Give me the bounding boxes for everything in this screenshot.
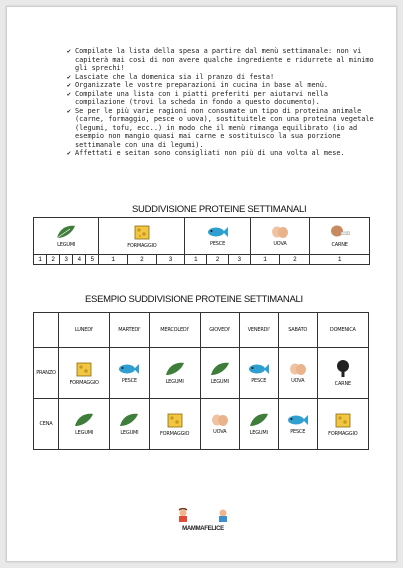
document-page [6, 6, 397, 562]
checkmark-icon: ✔ [67, 72, 71, 81]
day-header: MERCOLEDI' [149, 313, 200, 348]
weekly-protein-table [33, 217, 370, 265]
table1-cell-legumi: LEGUMI [34, 218, 99, 255]
cheese-icon [166, 411, 184, 429]
tip-item: ✔ Se per le più varie ragioni non consumate un tipo di proteina animale (carne, formaggio, pesce o uova), sostituitele con una proteina vegetale (legumi, tofu, ecc..) in modo che il menù rimanga equilibrato (io ad esempio non mangio quasi mai carne e sostituisco la sua porzione settimanale con una di legumi). [67, 106, 374, 149]
count-cell: 2 [47, 255, 60, 265]
menu-cell: PESCE [239, 348, 278, 399]
checkmark-icon: ✔ [67, 47, 71, 55]
menu-row-cena [34, 399, 369, 450]
count-cell: 3 [156, 255, 185, 265]
day-header: MARTEDI' [110, 313, 149, 348]
logo-text: MAMMAFELICE [182, 526, 224, 532]
meal-label: CENA [34, 399, 59, 450]
corner-cell [34, 313, 59, 348]
menu-cell: UOVA [200, 399, 239, 450]
fish-icon [248, 362, 270, 376]
menu-cell: LEGUMI [200, 348, 239, 399]
meal-label: PRANZO [34, 348, 59, 399]
cheese-icon [133, 223, 151, 241]
fish-icon [118, 362, 140, 376]
checkmark-icon: ✔ [67, 149, 71, 157]
checkmark-icon: ✔ [67, 106, 71, 115]
leaf-icon [164, 361, 186, 377]
day-header: VENERDI' [239, 313, 278, 348]
menu-cell: LEGUMI [110, 399, 149, 450]
table1-count-row [34, 255, 370, 265]
tip-item: ✔ Compilate una lista con i piatti preferiti per aiutarvi nella compilazione (trovi la scheda in fondo a questo documento). [67, 89, 329, 106]
fish-icon [207, 225, 229, 239]
count-cell: 5 [86, 255, 99, 265]
menu-cell: CARNE [317, 348, 368, 399]
day-header: SABATO [278, 313, 317, 348]
table1-cell-pesce: PESCE [185, 218, 250, 255]
weekly-menu-example-table [33, 312, 369, 450]
cheese-icon [75, 360, 93, 378]
leaf-icon [248, 412, 270, 428]
menu-cell: LEGUMI [239, 399, 278, 450]
count-cell: 3 [60, 255, 73, 265]
tips-list [67, 47, 379, 158]
table1-icon-row [34, 218, 370, 255]
checkmark-icon: ✔ [67, 81, 71, 89]
count-cell: 1 [310, 255, 370, 265]
leaf-icon [55, 224, 77, 240]
mammafelice-logo [173, 507, 233, 533]
menu-cell: PESCE [278, 399, 317, 450]
meat-icon [330, 224, 350, 240]
leaf-icon [73, 412, 95, 428]
count-cell: 4 [73, 255, 86, 265]
menu-cell: LEGUMI [59, 399, 110, 450]
eggs-icon [210, 413, 230, 427]
count-cell: 1 [99, 255, 128, 265]
leaf-icon [118, 412, 140, 428]
day-header: GIOVEDI' [200, 313, 239, 348]
fish-icon [287, 413, 309, 427]
menu-cell: FORMAGGIO [59, 348, 110, 399]
menu-row-pranzo [34, 348, 369, 399]
table2-title: ESEMPIO SUDDIVISIONE PROTEINE SETTIMANALI [85, 294, 303, 305]
count-cell: 2 [207, 255, 229, 265]
count-cell: 1 [185, 255, 207, 265]
checkmark-icon: ✔ [67, 89, 71, 98]
menu-cell: LEGUMI [149, 348, 200, 399]
menu-cell: PESCE [110, 348, 149, 399]
tip-item: ✔ Lasciate che la domenica sia il pranzo di festa! [67, 72, 275, 81]
days-header-row [34, 313, 369, 348]
day-header: LUNEDI' [59, 313, 110, 348]
table1-cell-uova: UOVA [250, 218, 310, 255]
table1-cell-carne: CARNE [310, 218, 370, 255]
kids-illustration-icon [173, 508, 233, 522]
day-header: DOMENICA [317, 313, 368, 348]
tip-item: ✔ Organizzate le vostre preparazioni in cucina in base al menù. [67, 81, 329, 89]
menu-cell: UOVA [278, 348, 317, 399]
count-cell: 2 [128, 255, 157, 265]
count-cell: 2 [280, 255, 310, 265]
count-cell: 1 [250, 255, 280, 265]
eggs-icon [288, 362, 308, 376]
meat-icon [335, 359, 351, 379]
count-cell: 3 [228, 255, 250, 265]
tip-item: ✔ Affettati e seitan sono consigliati non più di una volta al mese. [67, 149, 345, 157]
table1-cell-formaggio: FORMAGGIO [99, 218, 185, 255]
table1-title: SUDDIVISIONE PROTEINE SETTIMANALI [132, 204, 307, 215]
eggs-icon [270, 225, 290, 239]
count-cell: 1 [34, 255, 47, 265]
leaf-icon [209, 361, 231, 377]
menu-cell: FORMAGGIO [317, 399, 368, 450]
cheese-icon [334, 411, 352, 429]
menu-cell: FORMAGGIO [149, 399, 200, 450]
tip-item: ✔ Compilate la lista della spesa a partire dal menù settimanale: non vi capiterà mai così di non avere qualche ingrediente e ridurrete al minimo gli sprechi! [67, 47, 374, 72]
